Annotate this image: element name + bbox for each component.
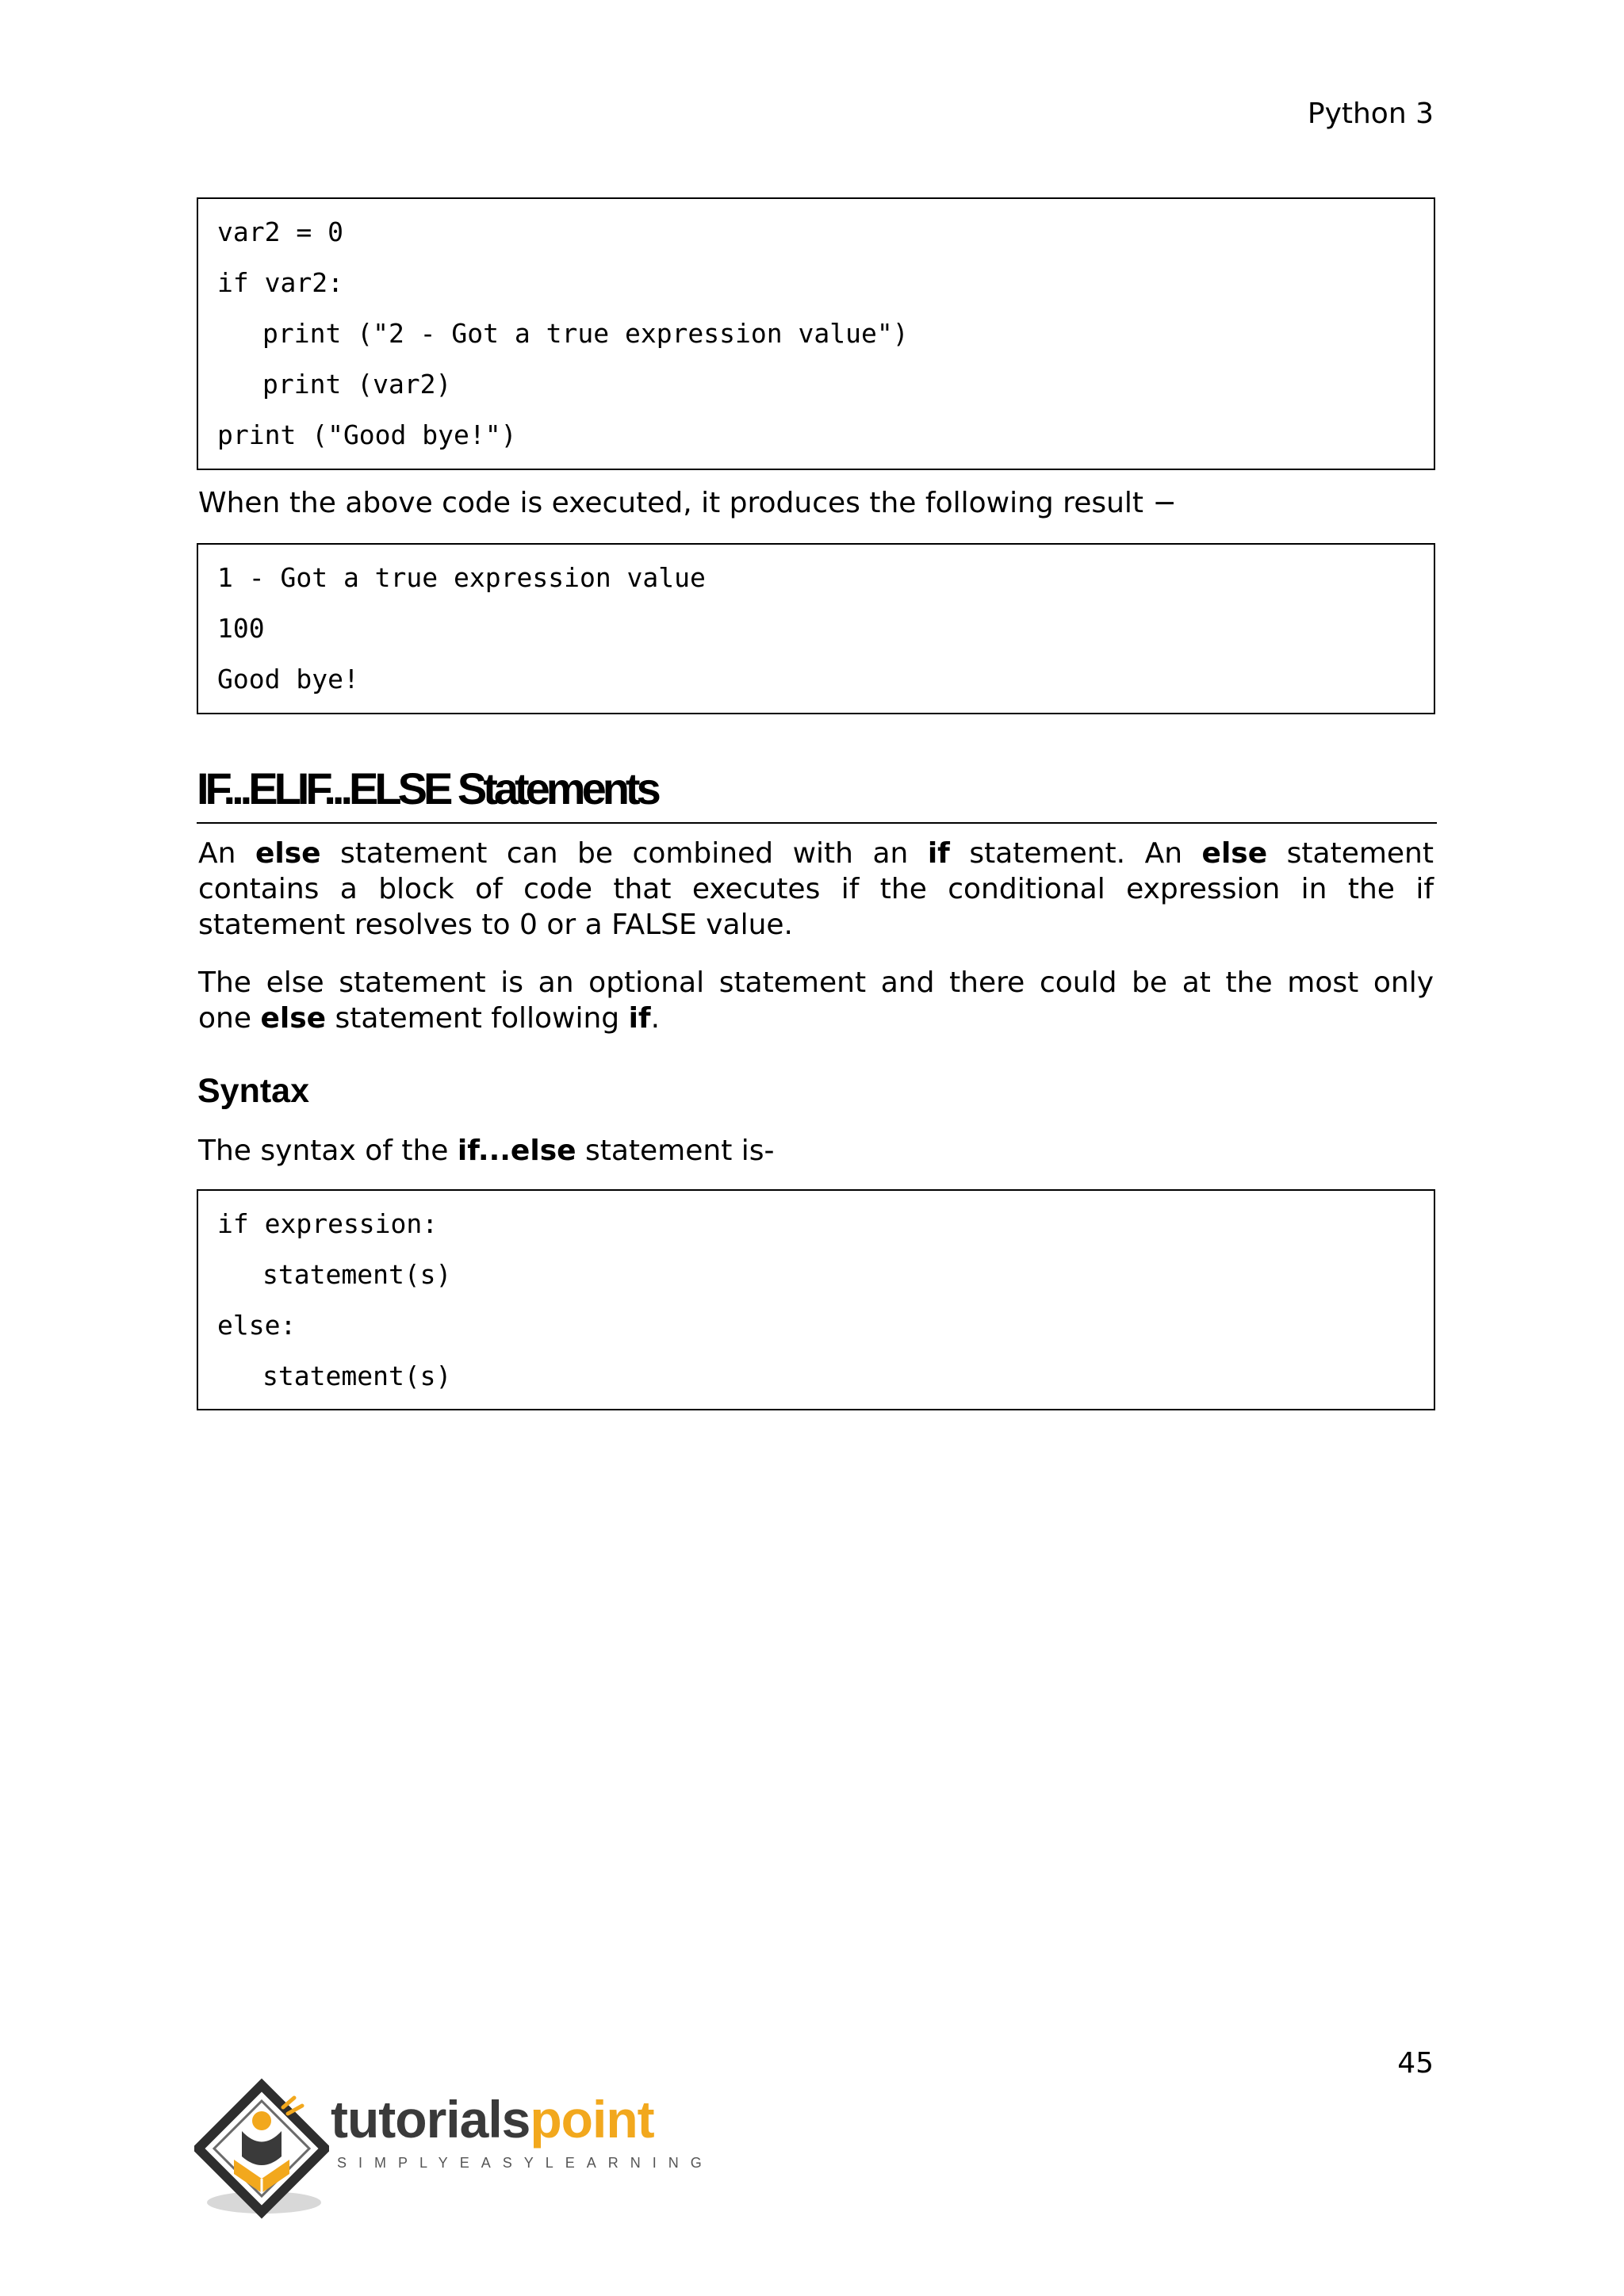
paragraph-line [198,1001,1434,1036]
keyword-if: if [628,1002,651,1035]
code-line: statement(s) [262,1259,452,1290]
code-line: print (var2) [262,369,452,400]
output-line: 1 - Got a true expression value [217,562,706,593]
keyword-else: else [255,837,321,870]
code-block-var2 [197,197,1435,470]
running-header: Python 3 [1307,98,1434,130]
text-run: statement following [326,1002,629,1035]
paragraph-else-optional [198,965,1434,1036]
code-line: if expression: [217,1208,439,1239]
logo-emblem-icon [194,2077,329,2220]
syntax-heading: Syntax [197,1072,310,1110]
text-run: one [198,1002,261,1035]
text-run: statement is- [576,1135,775,1167]
output-block [197,543,1435,714]
code-line: if var2: [217,267,343,298]
paragraph-line: The else statement is an optional statement and there could be at the most only [198,966,1434,999]
code-line: var2 = 0 [217,216,343,247]
logo-tagline: SIMPLYEASYLEARNING [337,2155,714,2171]
page-number: 45 [1397,2047,1434,2080]
logo-word-tutorials: tutorials [331,2090,530,2149]
keyword-if: if [927,837,950,870]
text-run: An [198,837,255,870]
section-heading: IF...ELIF...ELSE Statements [197,757,1437,824]
paragraph-else-description [198,836,1434,943]
syntax-code-block [197,1189,1435,1410]
text-run: statement can be combined with an [320,837,928,870]
code-line: statement(s) [262,1360,452,1391]
code-line: else: [217,1310,297,1341]
text-run: The syntax of the [198,1135,458,1167]
logo-wordmark [331,2091,654,2147]
syntax-intro-text [198,1133,1434,1169]
code-line: print ("Good bye!") [217,419,517,450]
result-intro-text: When the above code is executed, it produces the following result − [198,487,1177,519]
keyword-if-else: if...else [457,1135,576,1167]
output-line: 100 [217,613,265,644]
logo-word-point: point [530,2090,654,2149]
output-line: Good bye! [217,664,359,695]
text-run: statement contains a block of code that executes if the conditional expression in the if statement resolves to 0 or a FALSE value. [198,837,1434,941]
keyword-else: else [260,1002,327,1035]
text-run: statement. An [949,837,1202,870]
tutorialspoint-logo [194,2077,714,2220]
text-run: . [650,1002,661,1035]
code-line: print ("2 - Got a true expression value") [262,318,909,349]
keyword-else: else [1201,837,1268,870]
